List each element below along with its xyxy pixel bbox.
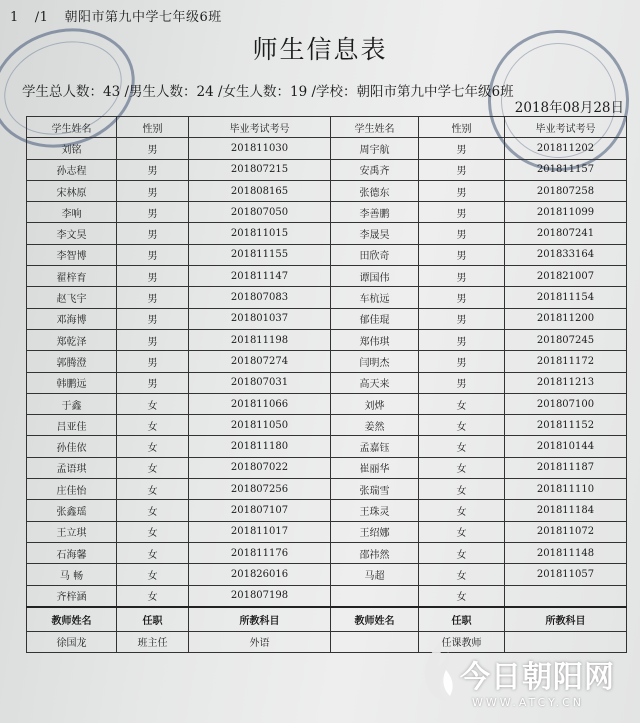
table-cell: 车杭远 [331,287,419,308]
table-cell: 201811213 [505,372,627,393]
table-cell [505,585,627,607]
table-cell: 石海馨 [27,542,117,563]
table-cell: 徐国龙 [27,631,117,652]
student-row [27,244,627,265]
table-cell: 郑乾泽 [27,329,117,350]
table-cell: 张德东 [331,180,419,201]
page-count: /1 [34,10,49,25]
student-row [27,329,627,350]
student-row [27,202,627,223]
table-cell: 男 [419,223,505,244]
table-cell: 201811057 [505,564,627,585]
table-cell: 男 [117,159,189,180]
table-cell: 201811050 [189,415,331,436]
student-row [27,542,627,563]
table-cell: 201811072 [505,521,627,542]
table-cell: 男 [419,351,505,372]
header-cell: 所教科目 [189,607,331,632]
table-cell: 女 [419,564,505,585]
student-row [27,500,627,521]
table-cell: 男 [419,138,505,159]
table-cell: 201811030 [189,138,331,159]
table-cell: 女 [419,585,505,607]
table-cell: 201807100 [505,393,627,414]
table-cell: 201811099 [505,202,627,223]
student-teacher-table [26,116,627,653]
table-cell: 201811172 [505,351,627,372]
student-row [27,585,627,607]
header-cell: 性别 [419,117,505,138]
table-cell: 闫明杰 [331,351,419,372]
table-cell: 女 [419,500,505,521]
header-cell: 学生姓名 [27,117,117,138]
page-header [10,6,238,25]
student-rows [27,138,627,607]
table-cell: 孟嘉钰 [331,436,419,457]
header-class-name: 朝阳市第九中学七年级6班 [64,10,222,25]
table-cell: 女 [117,393,189,414]
table-cell: 女 [117,585,189,607]
student-row [27,521,627,542]
table-cell: 男 [419,287,505,308]
table-cell: 翟梓育 [27,266,117,287]
table-cell: 201811157 [505,159,627,180]
table-cell: 齐梓涵 [27,585,117,607]
table-cell: 男 [117,244,189,265]
student-row [27,159,627,180]
table-cell: 男 [419,202,505,223]
table-cell: 201811110 [505,479,627,500]
table-cell: 女 [117,564,189,585]
document-date: 2018年08月28日 [514,100,624,116]
table-cell: 男 [419,308,505,329]
table-cell: 安禹齐 [331,159,419,180]
header-cell: 学生姓名 [331,117,419,138]
table-cell: 男 [117,223,189,244]
table-cell: 201826016 [189,564,331,585]
table-cell: 男 [419,372,505,393]
table-cell: 女 [419,479,505,500]
table-cell: 男 [117,287,189,308]
table-cell: 女 [117,436,189,457]
table-cell: 宋林原 [27,180,117,201]
summary-line: 学生总人数：43 /男生人数：24 /女生人数：19 /学校：朝阳市第九中学七年级6班 [22,84,514,100]
table-cell: 201811066 [189,393,331,414]
table-cell: 201810144 [505,436,627,457]
table-cell: 男 [117,202,189,223]
table-cell: 赵飞宇 [27,287,117,308]
table-cell: 男 [419,159,505,180]
table-cell: 201811015 [189,223,331,244]
table-cell: 李善鹏 [331,202,419,223]
table-cell: 邵祎然 [331,542,419,563]
watermark-name: 今日朝阳网 [460,660,615,695]
table-cell: 201811152 [505,415,627,436]
header-cell: 教师姓名 [27,607,117,632]
table-cell: 男 [419,180,505,201]
table-cell: 李晟昊 [331,223,419,244]
table-cell: 韩鹏远 [27,372,117,393]
table-cell: 吕亚佳 [27,415,117,436]
table-cell: 男 [117,266,189,287]
table-cell: 郑伟琪 [331,329,419,350]
table-cell: 女 [419,393,505,414]
table-cell: 张鑫瑶 [27,500,117,521]
table-cell: 女 [419,521,505,542]
student-row [27,223,627,244]
watermark-url: WWW.ATCY.CN [472,696,584,709]
student-row [27,351,627,372]
table-cell: 李智博 [27,244,117,265]
table-cell: 王立琪 [27,521,117,542]
student-row [27,308,627,329]
table-cell: 201807241 [505,223,627,244]
table-cell: 男 [117,180,189,201]
student-row [27,266,627,287]
table-cell: 姜然 [331,415,419,436]
student-row [27,180,627,201]
table-cell: 邓海博 [27,308,117,329]
table-cell: 201811176 [189,542,331,563]
table-cell: 女 [117,500,189,521]
table-cell: 201833164 [505,244,627,265]
table-cell [331,585,419,607]
table-cell: 201801037 [189,308,331,329]
student-row [27,457,627,478]
student-row [27,564,627,585]
table-cell: 田欣奇 [331,244,419,265]
table-cell: 201811155 [189,244,331,265]
table-cell: 周宇航 [331,138,419,159]
student-row [27,393,627,414]
table-cell: 201811147 [189,266,331,287]
teacher-section [27,607,627,632]
table-cell: 孟语琪 [27,457,117,478]
table-cell: 孙志程 [27,159,117,180]
table-cell: 马 畅 [27,564,117,585]
header-cell: 性别 [117,117,189,138]
table-cell: 男 [117,329,189,350]
table-cell: 女 [117,521,189,542]
table-cell: 201807274 [189,351,331,372]
table-cell: 201811202 [505,138,627,159]
table-cell: 张瑞雪 [331,479,419,500]
table-cell: 王珠灵 [331,500,419,521]
table-cell: 任课教师 [419,631,505,652]
table-cell: 201811017 [189,521,331,542]
table-cell: 201807022 [189,457,331,478]
table-cell: 201821007 [505,266,627,287]
table-cell: 外语 [189,631,331,652]
table-cell: 201808165 [189,180,331,201]
watermark [414,640,640,723]
student-header-row [27,117,627,138]
header-cell: 毕业考试考号 [189,117,331,138]
student-row [27,372,627,393]
table-cell: 201807198 [189,585,331,607]
header-cell: 所教科目 [505,607,627,632]
table-cell: 201807256 [189,479,331,500]
table-cell: 刘铭 [27,138,117,159]
table-cell: 201807107 [189,500,331,521]
table-cell: 201811184 [505,500,627,521]
table-cell: 李响 [27,202,117,223]
table-cell: 班主任 [117,631,189,652]
header-cell: 任职 [117,607,189,632]
student-row [27,287,627,308]
table-cell: 女 [419,457,505,478]
table-cell: 庄佳怡 [27,479,117,500]
table-cell: 李文昊 [27,223,117,244]
table-cell: 女 [419,436,505,457]
page-title: 师生信息表 [252,35,388,64]
table-cell: 201811200 [505,308,627,329]
table-cell: 于鑫 [27,393,117,414]
table-cell: 201811154 [505,287,627,308]
table-cell: 王绍娜 [331,521,419,542]
table-cell: 201807258 [505,180,627,201]
table-cell: 201811198 [189,329,331,350]
table-cell: 女 [419,542,505,563]
table-cell: 男 [419,329,505,350]
table-cell: 郭腾澄 [27,351,117,372]
header-cell: 教师姓名 [331,607,419,632]
table-cell: 郁佳琨 [331,308,419,329]
table-cell [331,631,419,652]
table-cell: 201807245 [505,329,627,350]
table-cell: 男 [419,244,505,265]
table-cell: 201807031 [189,372,331,393]
table-cell: 女 [117,457,189,478]
table-cell: 女 [419,415,505,436]
header-cell: 毕业考试考号 [505,117,627,138]
student-row [27,415,627,436]
table-cell: 201811187 [505,457,627,478]
table-cell: 201807083 [189,287,331,308]
table-cell: 男 [117,308,189,329]
table-cell: 崔丽华 [331,457,419,478]
table-cell: 男 [117,351,189,372]
student-row [27,479,627,500]
table-cell: 男 [117,138,189,159]
table-cell: 孙佳依 [27,436,117,457]
flame-logo-icon [418,640,458,704]
table-cell: 女 [117,479,189,500]
student-row [27,138,627,159]
table-cell: 女 [117,415,189,436]
table-cell: 刘烨 [331,393,419,414]
table-cell: 201811180 [189,436,331,457]
table-cell: 201811148 [505,542,627,563]
page-number: 1 [10,10,19,25]
table-cell: 201807050 [189,202,331,223]
header-cell: 任职 [419,607,505,632]
table-cell: 201807215 [189,159,331,180]
table-cell: 谭国伟 [331,266,419,287]
table-cell: 男 [117,372,189,393]
teacher-header-row [27,607,627,632]
table-cell: 马超 [331,564,419,585]
student-row [27,436,627,457]
table-cell: 女 [117,542,189,563]
table-cell: 男 [419,266,505,287]
table-cell: 高天来 [331,372,419,393]
